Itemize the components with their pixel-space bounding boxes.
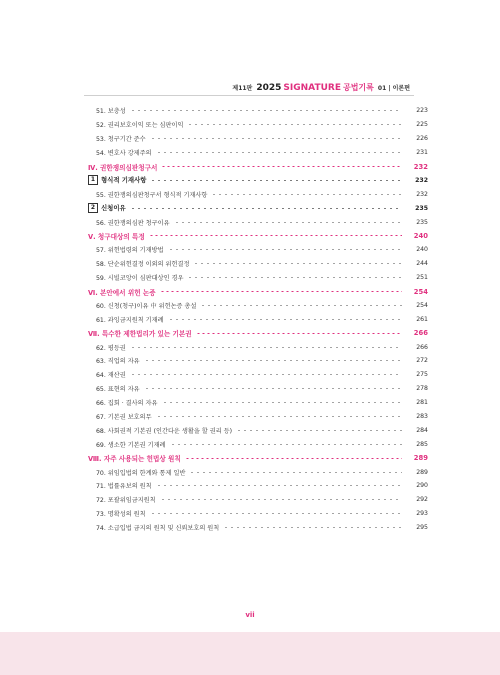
toc-page-number: 226 [416,135,428,143]
toc-entry[interactable] [88,132,428,146]
toc-label: 66. 집회 · 결사의 자유 [96,400,158,408]
toc-label: 55. 권한쟁의심판청구서 형식적 기재사항 [96,191,208,199]
toc-label: 57. 위헌법령의 기재방법 [96,247,164,255]
toc-section[interactable] [88,229,428,243]
toc-entry[interactable] [88,271,428,285]
dot-leader [211,194,402,195]
footer-band [0,632,500,675]
toc-page-number: 289 [413,454,428,463]
dot-leader [174,222,402,223]
dot-leader [236,430,402,431]
toc-label-text: 형식적 기재사항 [101,176,147,185]
dot-leader [189,472,402,473]
toc-subsection[interactable] [88,173,428,187]
toc-label: 53. 청구기간 준수 [96,136,146,144]
toc-label: 60. 신청(청구)이유 中 위헌논증 총설 [96,302,197,310]
toc-entry[interactable] [88,215,428,229]
boxed-number: 2 [88,203,98,213]
toc-label: 52. 권리보호이익 또는 심판이익 [96,122,184,130]
dot-leader [170,444,402,445]
toc-entry[interactable] [88,243,428,257]
toc-page-number: 232 [415,176,428,184]
toc-page-number: 261 [416,315,428,323]
toc-label: 74. 소급입법 금지의 원칙 및 신뢰보호의 원칙 [96,525,220,533]
toc-label [88,175,146,185]
toc-page-number: 278 [416,385,428,393]
dot-leader [149,235,402,236]
toc-page-number: 272 [416,357,428,365]
toc-page-number: 281 [416,399,428,407]
toc-page-number: 240 [413,231,428,240]
dot-leader [130,110,402,111]
dot-leader [160,291,402,292]
toc-label: 73. 명확성의 원칙 [96,511,146,519]
toc-entry[interactable] [88,507,428,521]
toc-entry[interactable] [88,146,428,160]
toc-page-number: 223 [416,107,428,115]
toc-page-number: 232 [416,190,428,198]
toc-entry[interactable] [88,465,428,479]
toc-section[interactable] [88,285,428,299]
toc-page-number: 295 [416,524,428,532]
dot-leader [130,374,402,375]
toc-entry[interactable] [88,396,428,410]
toc-entry[interactable] [88,521,428,535]
dot-leader [160,499,402,500]
toc-page-number: 251 [416,274,428,282]
toc-entry[interactable] [88,423,428,437]
toc-entry[interactable] [88,479,428,493]
toc-label: 59. 시빌코앙이 심판대상인 경우 [96,275,184,283]
toc-label: 58. 단순위헌결정 이외의 위헌결정 [96,261,190,269]
toc-label: 71. 법률유보의 원칙 [96,483,152,491]
toc-label: 61. 과잉금지원칙 기재례 [96,316,164,324]
dot-leader [130,208,402,209]
dot-leader [156,485,402,486]
toc-entry[interactable] [88,104,428,118]
dot-leader [193,263,402,264]
dot-leader [168,319,402,320]
dot-leader [156,152,402,153]
toc-section[interactable] [88,326,428,340]
toc-page-number: 292 [416,496,428,504]
toc-entry[interactable] [88,340,428,354]
toc-page-number: 266 [413,329,428,338]
toc-label: 69. 생소한 기본권 기재례 [96,441,166,449]
dot-leader [187,277,402,278]
toc-entry[interactable] [88,382,428,396]
toc-label: Ⅳ. 권한쟁의심판청구서 [88,163,158,172]
toc-label: 62. 평등권 [96,344,126,352]
volume-label: 01 | 이론편 [377,85,410,92]
header-divider [84,95,414,96]
dot-leader [168,249,402,250]
toc-entry[interactable] [88,437,428,451]
toc-section[interactable] [88,451,428,465]
dot-leader [161,166,402,167]
toc-label: 51. 보충성 [96,108,126,116]
running-header [232,82,410,94]
toc-label: 65. 표현의 자유 [96,386,140,394]
toc-entry[interactable] [88,312,428,326]
dot-leader [150,513,402,514]
boxed-number: 1 [88,175,98,185]
toc-entry[interactable] [88,257,428,271]
toc-page-number: 275 [416,371,428,379]
dot-leader [156,416,402,417]
toc-entry[interactable] [88,298,428,312]
toc-page-number: 284 [416,426,428,434]
toc-page-number: 293 [416,510,428,518]
dot-leader [223,527,402,528]
book-title: 공법기록 [342,83,374,92]
toc-label: 68. 사회권적 기본권 (인간다운 생활을 할 권리 등) [96,427,233,435]
toc-entry[interactable] [88,410,428,424]
toc-entry[interactable] [88,493,428,507]
toc-entry[interactable] [88,118,428,132]
year-label: 2025 [256,83,282,93]
toc-page-number: 254 [416,301,428,309]
toc-page-number: 225 [416,121,428,129]
toc-label: 56. 권한쟁의심판 청구이유 [96,219,170,227]
toc-section[interactable] [88,160,428,174]
toc-label: 67. 기본권 보호의무 [96,414,152,422]
toc-entry[interactable] [88,187,428,201]
toc-subsection[interactable] [88,201,428,215]
table-of-contents [88,104,428,535]
toc-page-number: 266 [416,343,428,351]
toc-entry[interactable] [88,354,428,368]
dot-leader [196,333,402,334]
dot-leader [185,458,402,459]
page-number: vii [245,611,255,619]
toc-label: 70. 위임입법의 한계와 통제 일반 [96,469,186,477]
toc-label [88,203,126,213]
toc-label: Ⅷ. 자주 사용되는 헌법상 원칙 [88,455,181,464]
toc-label: 64. 재산권 [96,372,126,380]
dot-leader [144,388,402,389]
toc-label: 72. 포괄위임금지원칙 [96,497,156,505]
toc-page-number: 235 [416,218,428,226]
dot-leader [150,180,402,181]
toc-page-number: 235 [415,204,428,212]
dot-leader [162,402,402,403]
toc-label: 63. 직업의 자유 [96,358,140,366]
edition-label: 제11판 [232,85,253,92]
toc-label-text: 신청이유 [101,204,126,213]
toc-page-number: 283 [416,413,428,421]
toc-label: Ⅶ. 특수한 제한법리가 있는 기본권 [88,330,192,339]
toc-entry[interactable] [88,368,428,382]
toc-page-number: 254 [413,287,428,296]
dot-leader [144,360,402,361]
dot-leader [200,305,402,306]
dot-leader [150,138,402,139]
toc-page-number: 244 [416,260,428,268]
toc-page-number: 285 [416,440,428,448]
dot-leader [130,347,402,348]
toc-page-number: 289 [416,468,428,476]
signature-label: SIGNATURE [283,83,341,93]
toc-page-number: 232 [413,162,428,171]
toc-page-number: 231 [416,149,428,157]
toc-label: 54. 변호사 강제주의 [96,150,152,158]
toc-label: Ⅵ. 본안에서 위헌 논증 [88,288,156,297]
toc-page-number: 240 [416,246,428,254]
toc-page-number: 290 [416,482,428,490]
toc-label: Ⅴ. 청구대상의 특정 [88,232,145,241]
dot-leader [187,124,402,125]
